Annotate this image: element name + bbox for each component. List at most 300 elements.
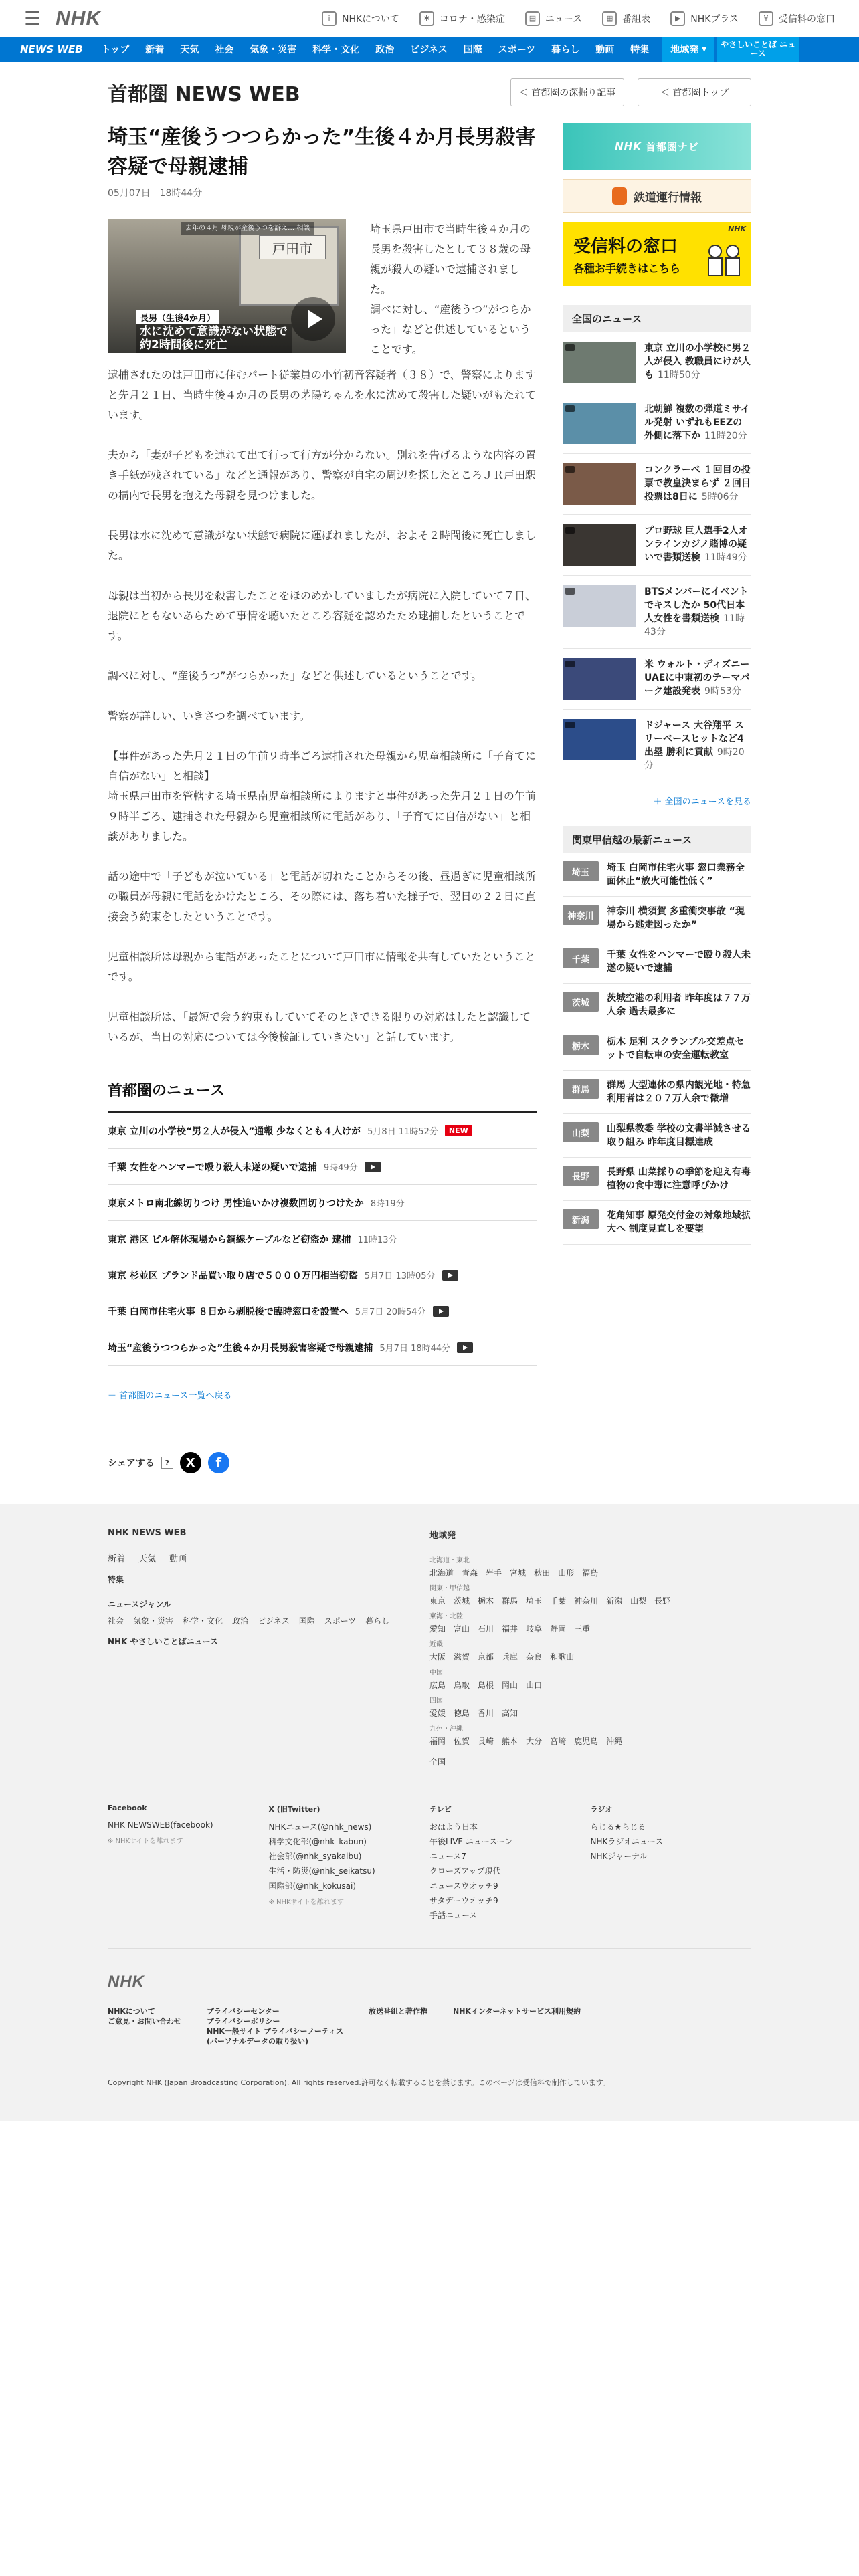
virus-icon: ✱ xyxy=(419,11,434,26)
footer-news-col xyxy=(108,1528,430,1767)
footer-pref-link[interactable]: 島根 xyxy=(478,1681,494,1690)
article-paragraph: 逮捕されたのは戸田市に住むパート従業員の小竹初音容疑者（３８）で、警察によりますと先月２１日、当時生後４か月の長男の茅陽ちゃんを水に沈めて殺害した疑いがもたれています。 xyxy=(108,368,537,421)
footer-bottom-link[interactable]: プライバシーポリシー xyxy=(207,2017,280,2026)
pref-badge: 山梨 xyxy=(563,1122,599,1142)
footer-pref-link[interactable]: 静岡 xyxy=(550,1624,567,1634)
footer-sns-link[interactable]: ニュース7 xyxy=(430,1852,467,1861)
video-icon xyxy=(365,1162,381,1172)
footer-area-col xyxy=(430,1528,751,1767)
nav-item-disaster[interactable]: 気象・災害 xyxy=(250,45,297,56)
util-link-label: 番組表 xyxy=(622,13,651,25)
footer-genre-link[interactable]: 国際 xyxy=(298,1616,315,1626)
footer-sns-link[interactable]: 手話ニュース xyxy=(430,1911,478,1920)
footer-genre-link[interactable]: 政治 xyxy=(232,1616,249,1626)
pref-badge: 群馬 xyxy=(563,1079,599,1099)
video-play-icon[interactable] xyxy=(291,297,335,341)
footer-pref-link[interactable]: 香川 xyxy=(478,1709,494,1718)
article-date-day: 05月07日 xyxy=(108,188,151,199)
top-header xyxy=(0,0,859,37)
footer-region-name: 北海道・東北 xyxy=(430,1557,470,1564)
nav-brand[interactable]: NEWS WEB xyxy=(20,43,83,56)
footer-region-prefs xyxy=(430,1707,751,1719)
footer-region-prefs xyxy=(430,1595,751,1606)
footer-pref-link[interactable]: 愛媛 xyxy=(430,1709,446,1718)
national-news-thumbnail xyxy=(563,658,636,700)
local-news-item-time: 8時19分 xyxy=(370,1199,405,1209)
train-info-banner[interactable] xyxy=(563,179,751,213)
footer-bottom-link[interactable]: ご意見・お問い合わせ xyxy=(108,2017,181,2026)
national-news-item-title: 東京 立川の小学校に男２人が侵入 教職員にけが人も xyxy=(644,343,751,381)
nav-item-business[interactable]: ビジネス xyxy=(410,45,448,56)
footer-genre-links xyxy=(108,1615,430,1626)
shutoken-navi-banner[interactable] xyxy=(563,123,751,170)
footer-bottom-link[interactable]: プライバシーセンター xyxy=(207,2007,280,2016)
national-news-item-title: BTSメンバーにイベントでキスしたか 50代日本人女性を書類送検 xyxy=(644,586,749,624)
footer-region-prefs xyxy=(430,1623,751,1634)
footer-sns-link[interactable]: 国際部(@nhk_kokusai) xyxy=(268,1881,357,1891)
footer-sns-head: X (旧Twitter) xyxy=(268,1805,320,1814)
national-news-item[interactable] xyxy=(563,393,751,454)
pref-badge: 茨城 xyxy=(563,992,599,1012)
national-news-thumbnail xyxy=(563,585,636,627)
footer-link-latest[interactable]: 新着 xyxy=(108,1554,126,1564)
footer-genre-link[interactable]: 暮らし xyxy=(365,1616,390,1626)
local-news-more-link[interactable]: ＋ 首都圏のニュース一覧へ戻る xyxy=(108,1391,232,1401)
national-news-item-time: 9時20分 xyxy=(644,747,745,771)
news-icon: ▤ xyxy=(525,11,540,26)
footer-bottom-link[interactable]: NHK一般サイト プライバシーノーティス xyxy=(207,2027,344,2036)
article-paragraph: 長男は水に沈めて意識がない状態で病院に運ばれましたが、およそ２時間後に死亡しました。 xyxy=(108,529,537,562)
national-news-title: 全国のニュース xyxy=(563,305,751,332)
util-link-tv-guide[interactable] xyxy=(602,11,650,26)
footer-pref-link[interactable]: 茨城 xyxy=(454,1596,470,1606)
util-link-corona[interactable] xyxy=(419,11,505,26)
info-icon: i xyxy=(322,11,337,26)
national-news-item[interactable] xyxy=(563,332,751,393)
national-news-item-time: 11時43分 xyxy=(644,613,745,637)
footer-pref-link[interactable]: 石川 xyxy=(478,1624,494,1634)
footer-genre-link[interactable]: 気象・災害 xyxy=(133,1616,174,1626)
article-date xyxy=(108,186,537,199)
footer-sns-link[interactable]: 科学文化部(@nhk_kabun) xyxy=(268,1837,367,1846)
section-title[interactable]: 首都圏 NEWS WEB xyxy=(108,83,300,106)
footer-sns-note: ※ NHKサイトを離れます xyxy=(108,1838,183,1845)
footer-pref-link[interactable]: 熊本 xyxy=(502,1737,518,1746)
footer-sns-head: Facebook xyxy=(108,1804,147,1812)
footer-pref-link[interactable]: 大阪 xyxy=(430,1652,446,1662)
footer-sns-col xyxy=(591,1804,752,1923)
national-news-item[interactable] xyxy=(563,710,751,782)
nav-item-society[interactable]: 社会 xyxy=(215,45,234,56)
footer-region-name: 関東・甲信越 xyxy=(430,1585,470,1592)
pref-news-title: 関東甲信越の最新ニュース xyxy=(563,826,751,853)
footer-area-title: 地域発 xyxy=(430,1531,456,1541)
pref-news-item-title: 長野県 山菜採りの季節を迎え有毒植物の食中毒に注意呼びかけ xyxy=(607,1167,751,1191)
nav-item-latest[interactable]: 新着 xyxy=(145,45,165,56)
pref-news-item[interactable] xyxy=(563,1027,751,1071)
pref-news-item[interactable] xyxy=(563,1114,751,1158)
local-news-item[interactable] xyxy=(108,1149,537,1185)
footer-pref-link[interactable]: 福島 xyxy=(582,1568,599,1578)
local-news-item-time: 9時49分 xyxy=(323,1163,358,1173)
footer-genre-title: ニュースジャンル xyxy=(108,1600,171,1609)
pref-news-item-title: 山梨県教委 学校の文書半減させる取り組み 昨年度目標達成 xyxy=(607,1123,751,1148)
article-paragraph: 【事件があった先月２１日の午前９時半ごろ逮捕された母親から児童相談所に「子育てに自信がない」と相談】 埼玉県戸田市を管轄する埼玉県南児童相談所によりますと事件があった先月２１日の午前９時半ごろ、逮捕された母親から児童相談所に電話があり、「子育てに自信がない」と相談がありました。 xyxy=(108,750,536,843)
article-paragraph: 警察が詳しい、いきさつを調べています。 xyxy=(108,710,310,722)
footer-pref-link[interactable]: 兵庫 xyxy=(502,1652,518,1662)
area-top-button[interactable]: ＜ 首都圏トップ xyxy=(638,78,751,106)
footer-link-weather[interactable]: 天気 xyxy=(138,1554,157,1564)
video-icon xyxy=(457,1342,473,1353)
footer-pref-link[interactable]: 長崎 xyxy=(478,1737,494,1746)
footer-sns-link[interactable]: 社会部(@nhk_syakaibu) xyxy=(268,1852,362,1861)
util-link-label: コロナ・感染症 xyxy=(439,13,505,25)
footer-region-prefs xyxy=(430,1651,751,1662)
national-news-item-text xyxy=(644,342,751,383)
nav-item-sports[interactable]: スポーツ xyxy=(498,45,536,56)
footer-main-links xyxy=(108,1551,430,1564)
local-news-item-time: 11時13分 xyxy=(357,1235,397,1245)
footer-pref-link[interactable]: 三重 xyxy=(574,1624,591,1634)
nav-item-area[interactable] xyxy=(662,37,714,62)
national-news-item-title: コンクラーベ １回目の投票で教皇決まらず ２回目投票は8日に xyxy=(644,465,751,502)
footer-pref-link[interactable]: 新潟 xyxy=(606,1596,623,1606)
local-news-item[interactable] xyxy=(108,1221,537,1257)
footer-sns-link[interactable]: NHKラジオニュース xyxy=(590,1837,664,1846)
footer-pref-link[interactable]: 宮崎 xyxy=(550,1737,567,1746)
national-news-item-time: 11時50分 xyxy=(658,370,700,381)
pref-news-item[interactable] xyxy=(563,1158,751,1201)
national-news-item-text xyxy=(644,463,751,505)
footer-sns-link[interactable]: おはよう日本 xyxy=(430,1822,478,1832)
local-news-item-title: 東京 立川の小学校“男２人が侵入”通報 少なくとも４人けが xyxy=(108,1125,361,1137)
footer-sns-link[interactable]: 午後LIVE ニュースーン xyxy=(430,1837,513,1846)
pref-badge: 千葉 xyxy=(563,948,599,968)
thumbnail-caption xyxy=(136,324,292,353)
footer-region-prefs xyxy=(430,1735,751,1747)
footer-region-list xyxy=(430,1554,751,1747)
video-icon xyxy=(565,588,575,595)
local-news-item[interactable] xyxy=(108,1185,537,1221)
section-buttons xyxy=(510,78,751,106)
local-news-item-time: 5月8日 11時52分 xyxy=(367,1127,438,1137)
pref-news-item-title: 埼玉 白岡市住宅火事 窓口業務全面休止“放火可能性低く” xyxy=(607,863,745,887)
footer xyxy=(0,1504,859,2121)
thumbnail-top-caption: 去年の４月 母親が産後うつを訴え… 相談 xyxy=(181,222,314,235)
city-hall-sign: 戸田市 xyxy=(259,235,326,259)
pref-badge: 神奈川 xyxy=(563,905,599,925)
thumbnail-caption-line1: 水に沈めて意識がない状態で xyxy=(140,325,288,338)
footer-pref-link[interactable]: 山梨 xyxy=(630,1596,647,1606)
footer-pref-link[interactable]: 北海道 xyxy=(430,1568,454,1578)
footer-pref-link[interactable]: 鳥取 xyxy=(454,1681,470,1690)
footer-bottom-link-group xyxy=(207,2006,343,2046)
hamburger-menu-icon[interactable]: ☰ xyxy=(24,7,41,29)
footer-pref-link[interactable]: 鹿児島 xyxy=(574,1737,599,1746)
local-news-item-title: 埼玉“産後うつつらかった”生後４か月長男殺害容疑で母親逮捕 xyxy=(108,1342,373,1354)
footer-pref-link[interactable]: 長野 xyxy=(654,1596,671,1606)
footer-genre-link[interactable]: スポーツ xyxy=(324,1616,357,1626)
national-news-item[interactable] xyxy=(563,454,751,515)
footer-pref-link[interactable]: 高知 xyxy=(502,1709,518,1718)
footer-pref-link[interactable]: 福井 xyxy=(502,1624,518,1634)
national-news-thumbnail xyxy=(563,342,636,383)
pref-news-item[interactable] xyxy=(563,940,751,984)
footer-pref-link[interactable]: 千葉 xyxy=(550,1596,567,1606)
util-link-label: ニュース xyxy=(545,13,583,25)
play-icon: ▶ xyxy=(670,11,685,26)
footer-sns-link[interactable]: NHK NEWSWEB(facebook) xyxy=(108,1820,213,1830)
thumbnail-caption-tag: 長男（生後4か月） xyxy=(136,310,219,324)
footer-easy-news-link[interactable]: NHK やさしいことばニュース xyxy=(108,1637,218,1646)
util-link-label: 受信料の窓口 xyxy=(779,13,835,25)
nav-item-science[interactable]: 科学・文化 xyxy=(312,45,360,56)
nav-item-politics[interactable]: 政治 xyxy=(375,45,395,56)
video-icon xyxy=(565,344,575,351)
article-paragraph: 夫から「妻が子どもを連れて出て行って行方が分からない。別れを告げるような内容の置き手紙が残されている」などと通報があり、警察が自宅の周辺を探したところＪＲ戸田駅の構内で長男を抱えた母親を見つけました。 xyxy=(108,449,537,502)
main-nav xyxy=(0,37,859,62)
national-news-thumbnail xyxy=(563,463,636,505)
footer-pref-link[interactable]: 神奈川 xyxy=(574,1596,599,1606)
article-video-thumbnail[interactable] xyxy=(108,219,346,353)
pref-badge: 栃木 xyxy=(563,1035,599,1055)
footer-pref-link[interactable]: 岩手 xyxy=(486,1568,502,1578)
footer-region-name: 近畿 xyxy=(430,1641,443,1648)
footer-pref-link[interactable]: 栃木 xyxy=(478,1596,494,1606)
copyright: Copyright NHK (Japan Broadcasting Corporation). All rights reserved.許可なく転載することを禁じます。このページは受信料で制作しています。 xyxy=(108,2078,610,2087)
video-icon xyxy=(565,527,575,534)
footer-region-name: 九州・沖縄 xyxy=(430,1725,463,1733)
article-lead xyxy=(108,219,537,365)
footer-bottom-links xyxy=(108,2006,751,2046)
sidebar xyxy=(563,123,751,1473)
pref-news-item-title: 神奈川 横須賀 多重衝突事故 “現場から逃走図ったか” xyxy=(607,906,745,930)
footer-nhk-logo[interactable]: NHK xyxy=(108,1973,145,1991)
content-columns xyxy=(108,123,751,1473)
nav-item-international[interactable]: 国際 xyxy=(463,45,482,56)
article-paragraph: 児童相談所は、「最短で会う約束もしていてそのときできる限りの対応はしたと認識しているが、当日の対応については今後検証していきたい」と話しています。 xyxy=(108,1010,531,1043)
nav-item-features[interactable]: 特集 xyxy=(630,45,650,56)
video-icon xyxy=(442,1270,458,1281)
pref-news-list xyxy=(563,853,751,1245)
nav-item-top[interactable]: トップ xyxy=(101,45,130,56)
national-news-item-time: 5時06分 xyxy=(701,492,739,502)
util-link-about[interactable] xyxy=(322,11,399,26)
nav-area-label: 地域発 xyxy=(670,45,699,56)
pref-news-item[interactable] xyxy=(563,1071,751,1114)
x-share-icon[interactable]: X xyxy=(180,1452,201,1473)
deep-dive-button[interactable]: ＜ 首都圏の深掘り記事 xyxy=(510,78,624,106)
footer-pref-link[interactable]: 埼玉 xyxy=(526,1596,543,1606)
footer-bottom-link-group xyxy=(453,2006,581,2046)
footer-pref-link[interactable]: 京都 xyxy=(478,1652,494,1662)
footer-pref-link[interactable]: 徳島 xyxy=(454,1709,470,1718)
footer-sns-link[interactable]: NHKニュース(@nhk_news) xyxy=(268,1822,372,1832)
pref-news-item[interactable] xyxy=(563,1201,751,1245)
banner-nhk-logo: NHK xyxy=(728,225,746,233)
local-news-item[interactable] xyxy=(108,1293,537,1329)
article-body xyxy=(108,365,537,1047)
video-icon xyxy=(565,661,575,667)
video-icon xyxy=(565,405,575,412)
national-news-item-time: 11時49分 xyxy=(704,552,747,563)
footer-sns-link[interactable]: サタデーウオッチ9 xyxy=(430,1896,498,1905)
national-news-more-link[interactable]: ＋ 全国のニュースを見る xyxy=(653,797,751,807)
footer-region-name: 中国 xyxy=(430,1669,443,1677)
nav-item-life[interactable]: 暮らし xyxy=(551,45,580,56)
footer-pref-link[interactable]: 大分 xyxy=(526,1737,543,1746)
footer-region-prefs xyxy=(430,1567,751,1578)
local-news-item[interactable] xyxy=(108,1329,537,1366)
footer-bottom-link[interactable]: NHKインターネットサービス利用規約 xyxy=(453,2007,581,2016)
footer-sns-col xyxy=(108,1804,269,1923)
fee-window-banner[interactable] xyxy=(563,222,751,286)
footer-pref-link[interactable]: 山口 xyxy=(526,1681,543,1690)
national-news-list xyxy=(563,332,751,782)
national-news-item-text xyxy=(644,719,751,772)
yen-icon: ¥ xyxy=(759,11,773,26)
pref-news-item[interactable] xyxy=(563,853,751,897)
local-news-item-time: 5月7日 20時54分 xyxy=(355,1307,426,1317)
pref-news-item-title: 花角知事 原発交付金の対象地域拡大へ 制度見直しを要望 xyxy=(607,1210,751,1235)
footer-genre-link[interactable]: 社会 xyxy=(108,1616,124,1626)
article-paragraph: 話の途中で「子どもが泣いている」と電話が切れたことからその後、昼過ぎに児童相談所の職員が母親に電話をかけたところ、その際には、落ち着いた様子で、翌日の２２日に直接会う約束をしたということです。 xyxy=(108,870,537,923)
footer-sns-note: ※ NHKサイトを離れます xyxy=(268,1899,344,1906)
footer-pref-link[interactable]: 青森 xyxy=(462,1568,478,1578)
footer-pref-link[interactable]: 和歌山 xyxy=(550,1652,575,1662)
footer-pref-link[interactable]: 福岡 xyxy=(430,1737,446,1746)
national-news-item[interactable] xyxy=(563,576,751,649)
footer-sns-head: ラジオ xyxy=(590,1805,613,1814)
footer-sns-head: テレビ xyxy=(430,1805,452,1814)
pref-news-item-title: 群馬 大型連休の県内観光地・特急利用者は２０７万人余で微増 xyxy=(607,1080,751,1104)
article-lead-text: 埼玉県戸田市で当時生後４か月の長男を殺害したとして３８歳の母親が殺人の疑いで逮捕されました。 xyxy=(370,223,531,296)
pref-news-item[interactable] xyxy=(563,984,751,1027)
facebook-share-icon[interactable]: f xyxy=(208,1452,229,1473)
local-news-item[interactable] xyxy=(108,1257,537,1293)
article-paragraph: 母親は当初から長男を殺害したことをほのめかしていましたが病院に入院していて７日、退院にともないあらためて事情を聴いたところ容疑を認めたため逮捕したということです。 xyxy=(108,589,537,642)
footer-bottom-link-group xyxy=(108,2006,181,2046)
national-news-item-text xyxy=(644,403,751,444)
section-header xyxy=(108,62,751,108)
util-link-label: NHKについて xyxy=(342,13,399,25)
footer-sns-col xyxy=(430,1804,591,1923)
person-figure-icon xyxy=(703,242,743,280)
footer-bottom-link[interactable]: 放送番組と著作権 xyxy=(369,2007,428,2016)
article-paragraph: 児童相談所は母親から電話があったことについて戸田市に情報を共有していたということです。 xyxy=(108,950,536,983)
footer-link-features[interactable]: 特集 xyxy=(108,1575,124,1584)
footer-sns-section xyxy=(108,1804,751,1923)
footer-brand[interactable]: NHK NEWS WEB xyxy=(108,1528,187,1538)
footer-region-name: 東海・北陸 xyxy=(430,1613,463,1620)
national-news-item-title: プロ野球 巨人選手2人オンラインカジノ賭博の疑いで書類送検 xyxy=(644,526,748,563)
nav-item-weather[interactable]: 天気 xyxy=(180,45,199,56)
banner-navi-text: 首都圏ナビ xyxy=(645,140,699,153)
main-column xyxy=(108,123,537,1473)
local-news-item-title: 東京 杉並区 ブランド品買い取り店で５０００万円相当窃盗 xyxy=(108,1270,358,1281)
util-link-news[interactable] xyxy=(525,11,582,26)
footer-pref-link[interactable]: 愛知 xyxy=(430,1624,446,1634)
footer-pref-link[interactable]: 沖縄 xyxy=(606,1737,623,1746)
footer-region-prefs xyxy=(430,1679,751,1691)
footer-pref-link[interactable]: 宮城 xyxy=(510,1568,527,1578)
footer-pref-link[interactable]: 山形 xyxy=(558,1568,575,1578)
footer-sns-link[interactable]: 生活・防災(@nhk_seikatsu) xyxy=(268,1866,375,1876)
footer-sns-col xyxy=(269,1804,430,1923)
footer-sns-link[interactable]: NHKジャーナル xyxy=(590,1852,648,1861)
article-title: 埼玉“産後うつつらかった”生後４か月長男殺害容疑で母親逮捕 xyxy=(108,126,536,179)
footer-pref-link[interactable]: 滋賀 xyxy=(454,1652,470,1662)
article-date-time: 18時44分 xyxy=(159,188,203,199)
footer-pref-link[interactable]: 奈良 xyxy=(526,1652,543,1662)
local-news-item-title: 千葉 女性をハンマーで殴り殺人未遂の疑いで逮捕 xyxy=(108,1162,317,1173)
pref-badge: 長野 xyxy=(563,1166,599,1186)
footer-top xyxy=(108,1528,751,1767)
pref-news-item[interactable] xyxy=(563,897,751,940)
footer-sns-link[interactable]: ニュースウオッチ9 xyxy=(430,1881,498,1891)
footer-pref-link[interactable]: 秋田 xyxy=(534,1568,551,1578)
footer-link-all-japan[interactable]: 全国 xyxy=(430,1757,446,1767)
footer-link-video[interactable]: 動画 xyxy=(169,1554,187,1564)
banner-nhk-tag: NHK xyxy=(615,140,642,152)
nhk-logo[interactable]: NHK xyxy=(56,7,102,29)
pref-news-item-title: 千葉 女性をハンマーで殴り殺人未遂の疑いで逮捕 xyxy=(607,950,751,974)
footer-pref-link[interactable]: 岐阜 xyxy=(526,1624,543,1634)
national-news-thumbnail xyxy=(563,524,636,566)
utility-links xyxy=(322,11,835,26)
local-news-section xyxy=(108,1079,537,1401)
nav-easy-news[interactable]: やさしいことば ニュース xyxy=(717,37,799,62)
local-news-item-title: 東京メトロ南北線切りつけ 男性追いかけ複数回切りつけたか xyxy=(108,1198,364,1209)
footer-sns-link[interactable]: クローズアップ現代 xyxy=(430,1866,501,1876)
chevron-down-icon: ▾ xyxy=(698,44,707,55)
footer-bottom-link[interactable]: (パーソナルデータの取り扱い) xyxy=(207,2037,309,2046)
footer-pref-link[interactable]: 岡山 xyxy=(502,1681,518,1690)
local-news-item-title: 千葉 白岡市住宅火事 ８日から剥脱後で臨時窓口を設置へ xyxy=(108,1306,349,1317)
national-news-item[interactable] xyxy=(563,649,751,710)
footer-pref-link[interactable]: 富山 xyxy=(454,1624,470,1634)
national-news-item-title: 米 ウォルト・ディズニー UAEに中東初のテーマパーク建設発表 xyxy=(644,659,750,697)
national-news-item-time: 11時20分 xyxy=(704,431,747,441)
util-link-nhk-plus[interactable] xyxy=(670,11,739,26)
new-badge: NEW xyxy=(445,1125,472,1136)
footer-pref-link[interactable]: 群馬 xyxy=(502,1596,518,1606)
share-bar xyxy=(108,1452,537,1473)
article-paragraph: 調べに対し、“産後うつ”がつらかった」などと供述しているということです。 xyxy=(108,669,482,682)
footer-bottom-link-group xyxy=(369,2006,427,2046)
footer-genre-link[interactable]: ビジネス xyxy=(258,1616,290,1626)
footer-genre-link[interactable]: 科学・文化 xyxy=(183,1616,223,1626)
footer-sns-link[interactable]: らじる★らじる xyxy=(590,1822,646,1832)
footer-bottom-link[interactable]: NHKについて xyxy=(108,2007,155,2016)
pref-news-item-title: 茨城空港の利用者 昨年度は７７万人余 過去最多に xyxy=(607,993,751,1017)
share-label: シェアする xyxy=(108,1458,155,1469)
nav-item-video[interactable]: 動画 xyxy=(595,45,615,56)
footer-pref-link[interactable]: 東京 xyxy=(430,1596,446,1606)
pref-badge: 新潟 xyxy=(563,1209,599,1229)
fee-window-title: 受信料の窓口 xyxy=(573,237,678,257)
footer-pref-link[interactable]: 佐賀 xyxy=(454,1737,470,1746)
local-news-item-time: 5月7日 13時05分 xyxy=(364,1271,436,1281)
national-news-item-text xyxy=(644,658,751,700)
video-icon xyxy=(433,1306,449,1317)
util-link-fee[interactable] xyxy=(759,11,835,26)
help-icon[interactable]: ? xyxy=(161,1457,173,1469)
pref-news-item-title: 栃木 足利 スクランブル交差点セットで自転車の安全運転教室 xyxy=(607,1037,745,1061)
national-news-item[interactable] xyxy=(563,515,751,576)
footer-pref-link[interactable]: 広島 xyxy=(430,1681,446,1690)
local-news-item[interactable] xyxy=(108,1113,537,1149)
